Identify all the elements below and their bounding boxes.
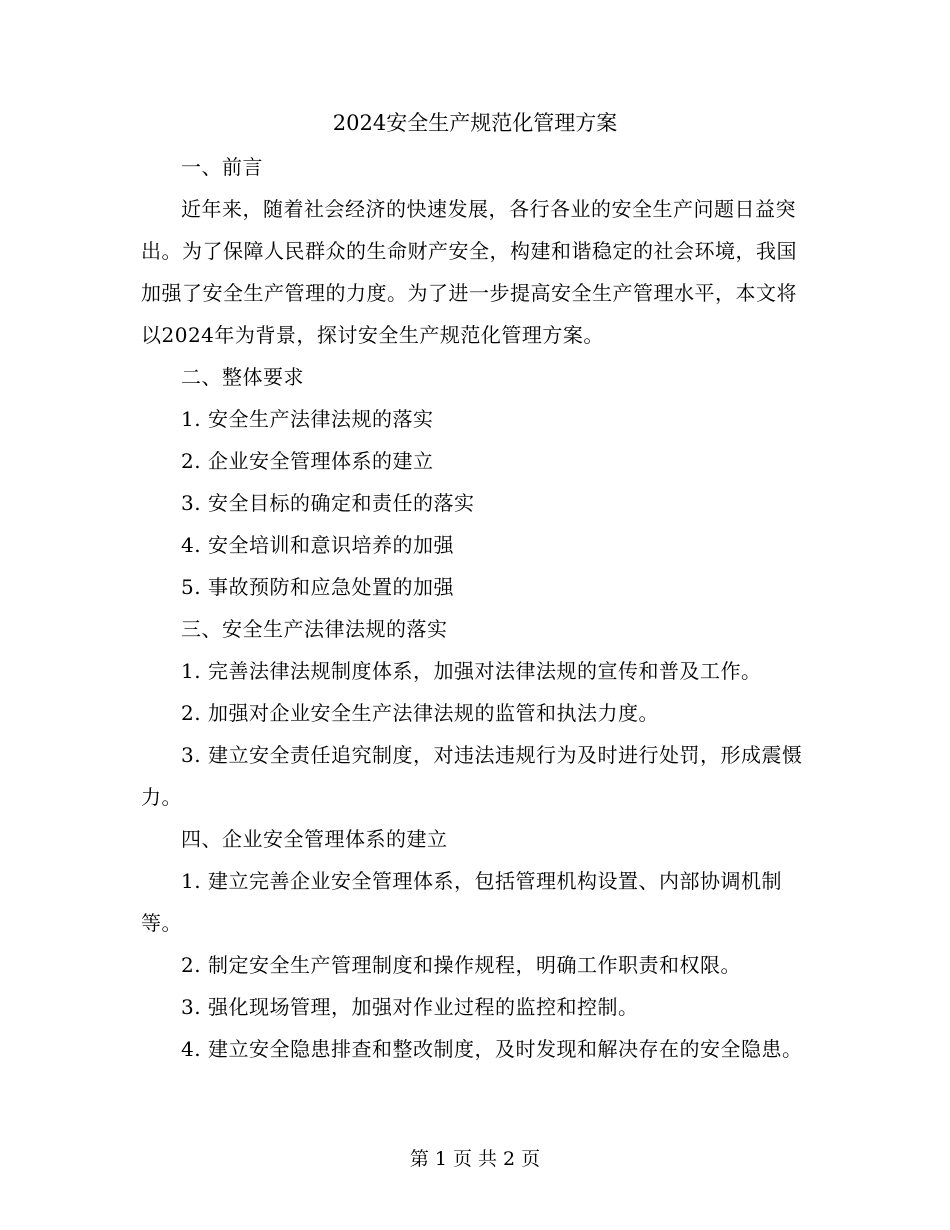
list-item: 3. 强化现场管理，加强对作业过程的监控和控制。 — [181, 995, 639, 1019]
section-heading: 二、整体要求 — [181, 365, 304, 389]
list-item: 2. 企业安全管理体系的建立 — [181, 449, 434, 473]
list-item: 1. 建立完善企业安全管理体系，包括管理机构设置、内部协调机制等。 — [141, 869, 782, 935]
list-item: 2. 制定安全生产管理制度和操作规程，明确工作职责和权限。 — [181, 953, 741, 977]
list-item: 3. 建立安全责任追究制度，对违法违规行为及时进行处罚，形成震慑力。 — [141, 743, 803, 809]
paragraph: 近年来，随着社会经济的快速发展，各行各业的安全生产问题日益突出。为了保障人民群众的生命财产安全，构建和谐稳定的社会环境，我国加强了安全生产管理的力度。为了进一步提高安全生产管理水平，本文将以2024年为背景，探讨安全生产规范化管理方案。 — [141, 197, 797, 347]
section-heading: 一、前言 — [181, 155, 263, 179]
list-item: 3. 安全目标的确定和责任的落实 — [181, 491, 475, 515]
list-item: 4. 建立安全隐患排查和整改制度，及时发现和解决存在的安全隐患。 — [181, 1037, 803, 1061]
list-item: 1. 完善法律法规制度体系，加强对法律法规的宣传和普及工作。 — [181, 659, 762, 683]
list-item: 1. 安全生产法律法规的落实 — [181, 407, 434, 431]
section-heading: 四、企业安全管理体系的建立 — [181, 827, 448, 851]
list-item: 5. 事故预防和应急处置的加强 — [181, 575, 454, 599]
document-body — [141, 146, 809, 1070]
document-title: 2024安全生产规范化管理方案 — [332, 111, 618, 135]
list-item: 2. 加强对企业安全生产法律法规的监管和执法力度。 — [181, 701, 659, 725]
list-item: 4. 安全培训和意识培养的加强 — [181, 533, 454, 557]
page-footer: 第 1 页 共 2 页 — [409, 1148, 541, 1170]
section-heading: 三、安全生产法律法规的落实 — [181, 617, 448, 641]
